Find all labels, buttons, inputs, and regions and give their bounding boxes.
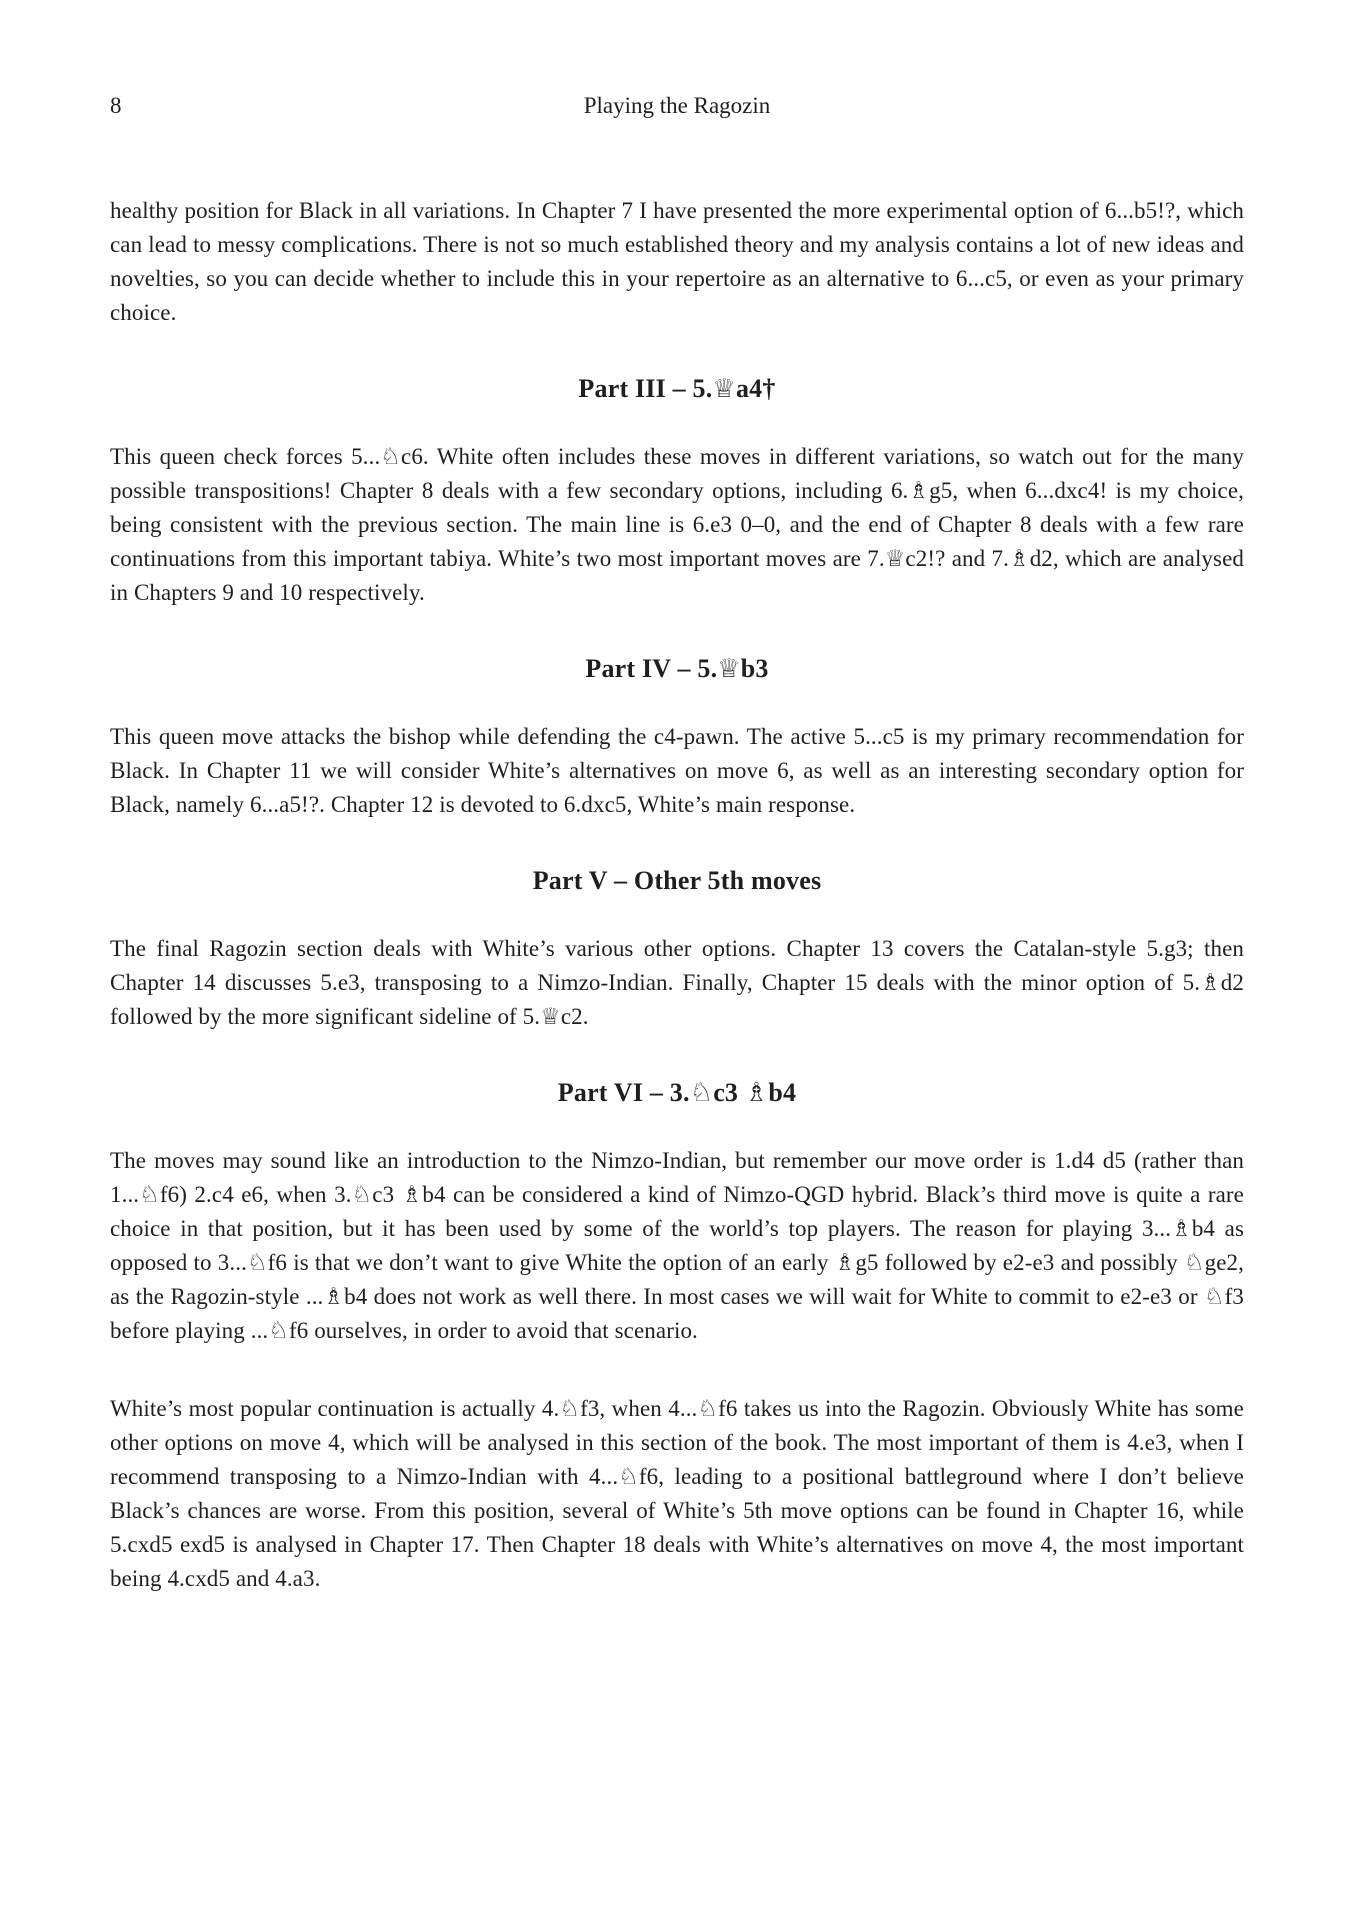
- paragraph-intro-continuation: healthy position for Black in all variations. In Chapter 7 I have presented the more experimental option of 6...b5!?, which can lead to messy complications. There is not so much established theory and my analysis contains a lot of new ideas and novelties, so you can decide whether to include this in your repertoire as an alternative to 6...c5, or even as your primary choice.: [110, 198, 1244, 325]
- section-heading-part-iii: Part III – 5.♕a4†: [578, 374, 776, 403]
- running-title: Playing the Ragozin: [583, 93, 771, 118]
- section-heading-part-v: Part V – Other 5th moves: [532, 866, 822, 895]
- paragraph-part-iii: This queen check forces 5...♘c6. White often includes these moves in different variations, so watch out for the many possible transpositions! Chapter 8 deals with a few secondary options, including 6.♗g5, when 6...dxc4! is my choice, being consistent with the previous section. The main line is 6.e3 0–0, and the end of Chapter 8 deals with a few rare continuations from this important tabiya. White’s two most important moves are 7.♕c2!? and 7.♗d2, which are analysed in Chapters 9 and 10 respectively.: [110, 444, 1244, 605]
- paragraph-part-v: The final Ragozin section deals with White’s various other options. Chapter 13 covers the Catalan-style 5.g3; then Chapter 14 discusses 5.e3, transposing to a Nimzo-Indian. Finally, Chapter 15 deals with the minor option of 5.♗d2 followed by the more significant sideline of 5.♕c2.: [110, 936, 1244, 1029]
- paragraph-part-vi-second: White’s most popular continuation is actually 4.♘f3, when 4...♘f6 takes us into the Ragozin. Obviously White has some other options on move 4, which will be analysed in this section of the book. The most important of them is 4.e3, when I recommend transposing to a Nimzo-Indian with 4...♘f6, leading to a positional battleground where I don’t believe Black’s chances are worse. From this position, several of White’s 5th move options can be found in Chapter 16, while 5.cxd5 exd5 is analysed in Chapter 17. Then Chapter 18 deals with White’s alternatives on move 4, the most important being 4.cxd5 and 4.a3.: [110, 1396, 1244, 1591]
- section-heading-part-iv: Part IV – 5.♕b3: [585, 654, 769, 683]
- page-header: [110, 89, 1244, 123]
- section-heading-part-vi: Part VI – 3.♘c3 ♗b4: [557, 1078, 797, 1107]
- paragraph-part-iv: This queen move attacks the bishop while defending the c4-pawn. The active 5...c5 is my primary recommendation for Black. In Chapter 11 we will consider White’s alternatives on move 6, as well as an interesting secondary option for Black, namely 6...a5!?. Chapter 12 is devoted to 6.dxc5, White’s main response.: [110, 724, 1244, 817]
- page-number: 8: [110, 93, 122, 118]
- paragraph-part-vi-first: The moves may sound like an introduction to the Nimzo-Indian, but remember our move order is 1.d4 d5 (rather than 1...♘f6) 2.c4 e6, when 3.♘c3 ♗b4 can be considered a kind of Nimzo-QGD hybrid. Black’s third move is quite a rare choice in that position, but it has been used by some of the world’s top players. The reason for playing 3...♗b4 as opposed to 3...♘f6 is that we don’t want to give White the option of an early ♗g5 followed by e2-e3 and possibly ♘ge2, as the Ragozin-style ...♗b4 does not work as well there. In most cases we will wait for White to commit to e2-e3 or ♘f3 before playing ...♘f6 ourselves, in order to avoid that scenario.: [110, 1148, 1244, 1343]
